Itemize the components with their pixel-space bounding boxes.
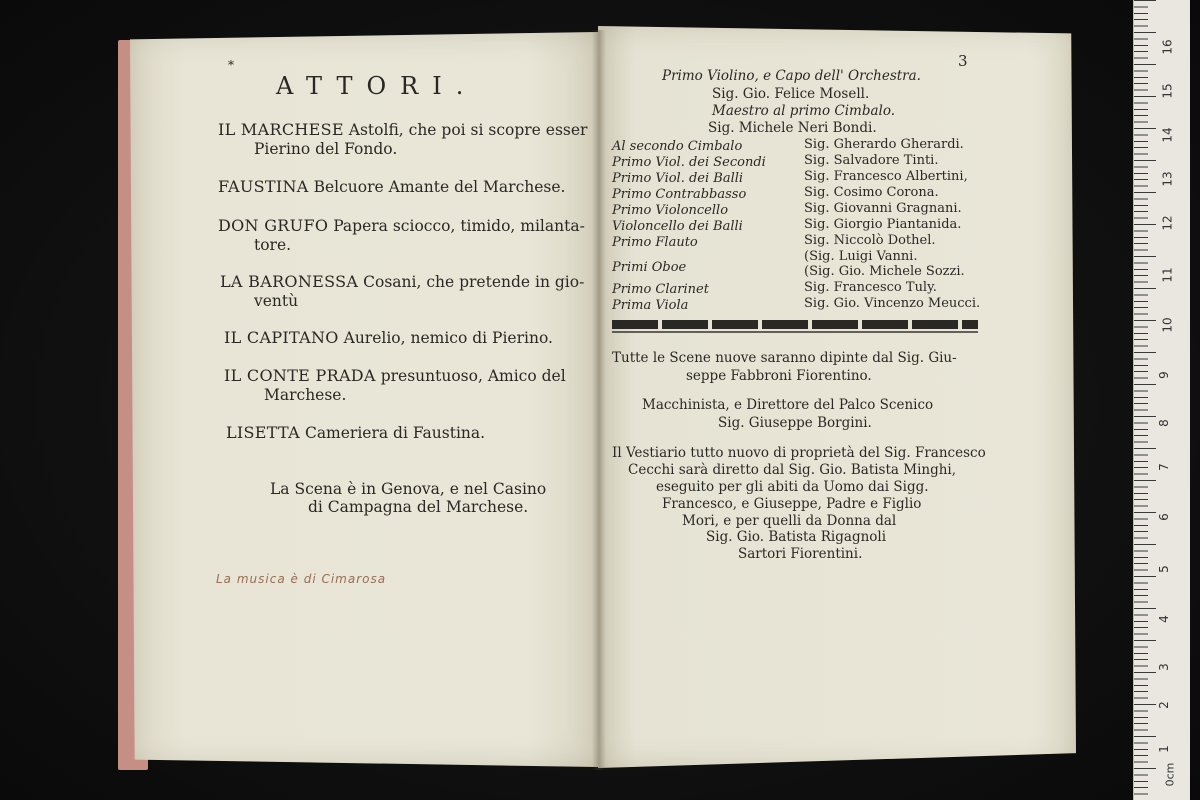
section-rule-thin [612,331,978,333]
orchestra-member: Sig. Giovanni Gragnani. [804,201,962,216]
ruler-number: 10 [1160,317,1175,333]
orchestra-member: (Sig. Gio. Michele Sozzi. [804,264,965,279]
cast-desc: Cameriera di Faustina. [304,424,486,442]
cast-desc-cont: tore. [254,236,292,254]
orchestra-member: Sig. Gherardo Gherardi. [804,137,964,152]
ruler-number: 13 [1160,171,1175,187]
orchestra-role: Primo Violoncello [612,203,729,218]
orchestra-role: Primo Viol. dei Secondi [612,155,766,170]
scenery-credit: Tutte le Scene nuove saranno dipinte dal Sig. Giu- [612,350,957,366]
cast-desc-cont: Marchese. [264,386,347,404]
orchestra-header: Sig. Michele Neri Bondi. [708,120,877,136]
cast-entry [226,423,485,442]
cast-desc: Aurelio, nemico di Pierino. [343,329,553,347]
ruler-number: 7 [1156,463,1171,471]
cast-desc: Cosani, che pretende in gio- [363,273,585,291]
orchestra-member: Sig. Gio. Vincenzo Meucci. [804,296,981,311]
costume-credit: Il Vestiario tutto nuovo di proprietà del Sig. Francesco [612,445,986,461]
scene-location-cont: di Campagna del Marchese. [308,498,529,516]
orchestra-member: Sig. Niccolò Dothel. [804,233,936,248]
cast-entry [218,177,565,196]
costume-credit: Cecchi sarà diretto dal Sig. Gio. Batista Minghi, [628,462,957,478]
costume-credit: eseguito per gli abiti da Uomo dai Sigg. [656,479,929,495]
ruler-number: 6 [1156,513,1171,521]
ruler-number: 8 [1156,419,1171,427]
costume-credit: Sartori Fiorentini. [738,546,863,562]
machinist-credit-cont: Sig. Giuseppe Borgini. [718,415,872,431]
orchestra-member: Sig. Giorgio Piantanida. [804,217,962,232]
page-title: ATTORI. [276,72,478,100]
page-number: 3 [958,52,968,70]
orchestra-header: Maestro al primo Cimbalo. [712,103,896,119]
section-rule [612,320,978,329]
cast-desc: Astolfi, che poi si scopre esser [348,121,588,139]
cast-entry [220,272,584,291]
cast-name: FAUSTINA [218,177,309,196]
ruler-number: 1 [1156,745,1171,753]
machinist-credit: Macchinista, e Direttore del Palco Scenico [642,397,934,413]
cast-desc: Belcuore Amante del Marchese. [313,178,566,196]
orchestra-role: Primo Viol. dei Balli [612,171,744,186]
cast-entry [218,120,587,139]
cast-name: IL CAPITANO [224,328,339,347]
orchestra-role: Primi Oboe [612,260,687,275]
ruler-number: 11 [1160,267,1175,283]
cast-entry [224,328,553,347]
cast-desc-cont: Pierino del Fondo. [254,140,398,158]
cast-name: DON GRUFO [218,216,329,235]
ruler-number: 4 [1156,615,1171,623]
orchestra-role: Primo Contrabbasso [612,187,747,202]
ruler-number: 12 [1160,215,1175,231]
ruler-number: 5 [1156,565,1171,573]
cast-name: LA BARONESSA [220,272,359,291]
costume-credit: Mori, e per quelli da Donna dal [682,513,897,529]
orchestra-role: Prima Viola [612,298,689,313]
cast-entry [224,366,566,385]
ruler-number: 3 [1156,663,1171,671]
orchestra-role: Violoncello dei Balli [612,219,743,234]
ruler-number: 14 [1160,127,1175,143]
ruler-unit: 0cm [1163,762,1177,787]
ruler-major-ticks [1134,0,1156,800]
cast-desc-cont: ventù [254,292,299,310]
orchestra-header: Sig. Gio. Felice Mosell. [712,86,870,102]
cast-name: LISETTA [226,423,301,442]
cast-entry [218,216,585,235]
orchestra-member: Sig. Francesco Albertini, [804,169,968,184]
orchestra-member: Sig. Cosimo Corona. [804,185,939,200]
measurement-ruler [1133,0,1190,800]
ruler-number: 2 [1156,701,1171,709]
orchestra-header: Primo Violino, e Capo dell' Orchestra. [662,68,921,84]
costume-credit: Sig. Gio. Batista Rigagnoli [706,529,887,545]
cast-name: IL MARCHESE [218,120,344,139]
ruler-number: 9 [1156,371,1171,379]
cast-name: IL CONTE PRADA [224,366,376,385]
cast-desc: presuntuoso, Amico del [380,367,566,385]
cast-desc: Papera sciocco, timido, milanta- [333,217,585,235]
orchestra-member: Sig. Salvadore Tinti. [804,153,939,168]
scenery-credit-cont: seppe Fabbroni Fiorentino. [686,368,872,384]
page-marker: * [228,58,234,72]
orchestra-member: Sig. Francesco Tuly. [804,280,937,295]
costume-credit: Francesco, e Giuseppe, Padre e Figlio [662,496,922,512]
orchestra-member: (Sig. Luigi Vanni. [804,249,918,264]
ruler-number: 15 [1160,83,1175,99]
handwritten-note: La musica è di Cimarosa [216,572,387,586]
scene-location: La Scena è in Genova, e nel Casino [270,480,547,498]
orchestra-role: Primo Clarinet [612,282,709,297]
ruler-number: 16 [1160,39,1175,55]
book-gutter [592,30,606,770]
orchestra-role: Primo Flauto [612,235,698,250]
orchestra-role: Al secondo Cimbalo [612,139,743,154]
